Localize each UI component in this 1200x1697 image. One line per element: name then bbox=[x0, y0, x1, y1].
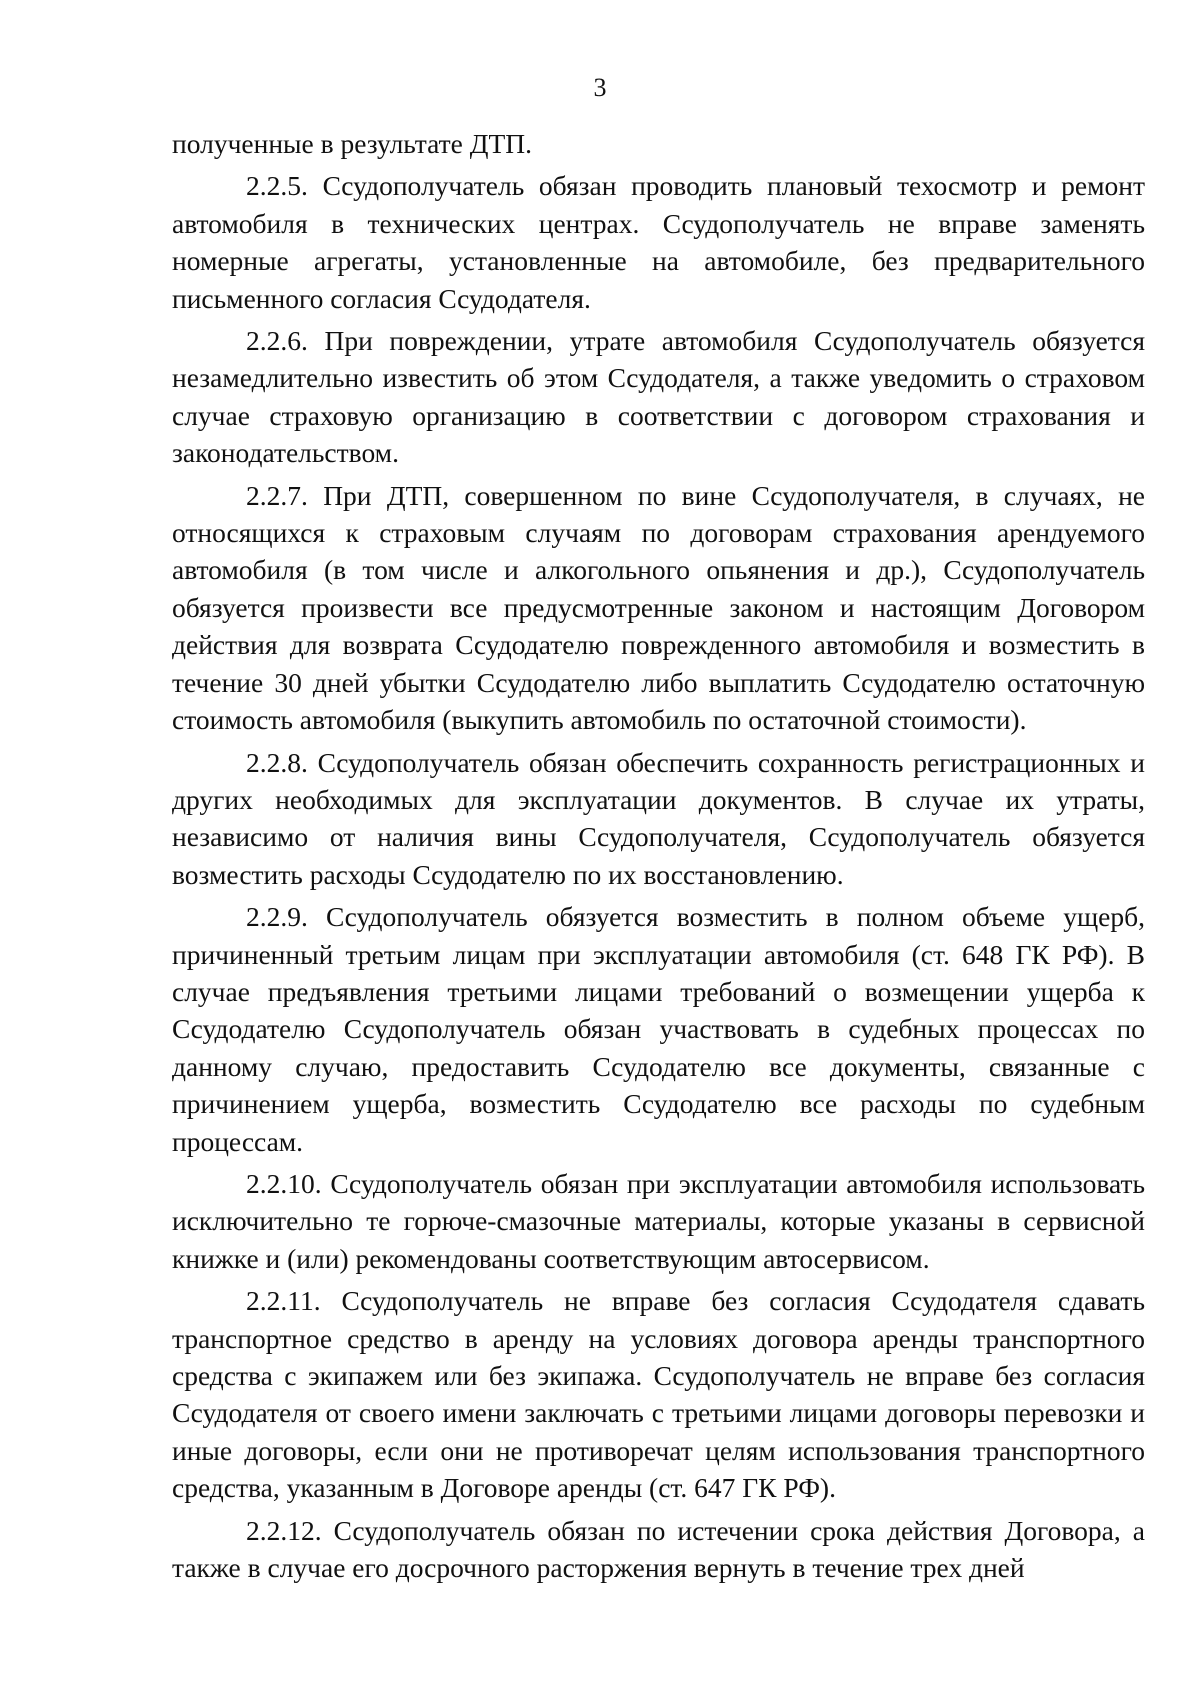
clause-text: Ссудополучатель обязан при эксплуатации автомобиля использовать исключительно те горюче-смазочные материалы, которые указаны в сервисной книжке и (или) рекомендованы соответствующим автосервисом. bbox=[172, 1167, 1145, 1274]
clause-2-2-11 bbox=[172, 1282, 1145, 1506]
clause-number: 2.2.10. bbox=[246, 1167, 322, 1199]
clause-2-2-5 bbox=[172, 167, 1145, 317]
clause-number: 2.2.9. bbox=[246, 901, 308, 933]
clause-2-2-7 bbox=[172, 477, 1145, 739]
clause-number: 2.2.11. bbox=[246, 1285, 321, 1317]
page-number: 3 bbox=[593, 73, 607, 102]
clause-2-2-8 bbox=[172, 744, 1145, 894]
clause-number: 2.2.5. bbox=[246, 170, 308, 202]
clause-number: 2.2.12. bbox=[246, 1514, 322, 1546]
clause-text: Ссудополучатель обязуется возместить в полном объеме ущерб, причиненный третьим лицам при эксплуатации автомобиля (ст. 648 ГК РФ). В случае предъявления третьими лицами требований о возмещении ущерба к Ссудодателю Ссудополучатель обязан участвовать в судебных процессах по данному случаю, предоставить Ссудодателю все документы, связанные с причинением ущерба, возместить Ссудодателю все расходы по судебным процессам. bbox=[172, 901, 1145, 1157]
continuation-paragraph: полученные в результате ДТП. bbox=[172, 128, 533, 159]
clause-2-2-6 bbox=[172, 322, 1145, 472]
clause-number: 2.2.8. bbox=[246, 746, 308, 778]
clause-text: Ссудополучатель не вправе без согласия Ссудодателя сдавать транспортное средство в аренду на условиях договора аренды транспортного средства с экипажем или без экипажа. Ссудополучатель не вправе без согласия Ссудодателя от своего имени заключать с третьими лицами договоры перевозки и иные договоры, если они не противоречат целям использования транспортного средства, указанным в Договоре аренды (ст. 647 ГК РФ). bbox=[172, 1285, 1145, 1504]
clause-2-2-9 bbox=[172, 898, 1145, 1160]
clause-2-2-10 bbox=[172, 1165, 1145, 1277]
clause-number: 2.2.7. bbox=[246, 479, 308, 511]
clause-2-2-12 bbox=[172, 1512, 1145, 1587]
clause-text: Ссудополучатель обязан обеспечить сохранность регистрационных и других необходимых для эксплуатации документов. В случае их утраты, независимо от наличия вины Ссудополучателя, Ссудополучатель обязуется возместить расходы Ссудодателю по их восстановлению. bbox=[172, 746, 1145, 890]
clause-number: 2.2.6. bbox=[246, 325, 308, 357]
clause-text: Ссудополучатель обязан проводить плановый техосмотр и ремонт автомобиля в технических центрах. Ссудополучатель не вправе заменять номерные агрегаты, установленные на автомобиле, без предварительного письменного согласия Ссудодателя. bbox=[172, 170, 1145, 314]
clause-text: При ДТП, совершенном по вине Ссудополучателя, в случаях, не относящихся к страховым случаям по договорам страхования арендуемого автомобиля (в том числе и алкогольного опьянения и др.), Ссудополучатель обязуется произвести все предусмотренные законом и настоящим Договором действия для возврата Ссудодателю поврежденного автомобиля и возместить в течение 30 дней убытки Ссудодателю либо выплатить Ссудодателю остаточную стоимость автомобиля (выкупить автомобиль по остаточной стоимости). bbox=[172, 479, 1146, 736]
document-body bbox=[172, 125, 1145, 1591]
clause-text: Ссудополучатель обязан по истечении срока действия Договора, а также в случае его досрочного расторжения вернуть в течение трех дней bbox=[172, 1514, 1146, 1584]
clause-text: При повреждении, утрате автомобиля Ссудополучатель обязуется незамедлительно известить об этом Ссудодателя, а также уведомить о страховом случае страховую организацию в соответствии с договором страхования и законодательством. bbox=[172, 325, 1145, 469]
